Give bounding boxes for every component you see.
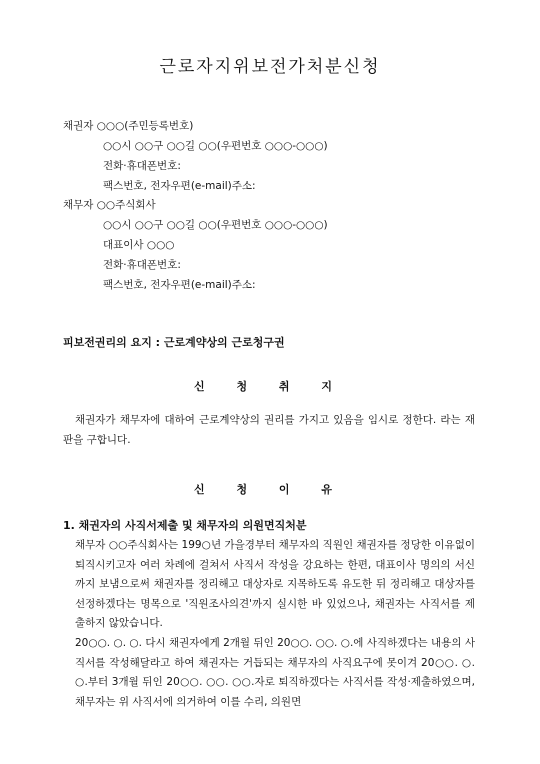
purpose-text: 채권자가 채무자에 대하여 근로계약상의 권리를 가지고 있음을 임시로 정한다. 라는 재판을 구합니다.	[63, 414, 475, 446]
creditor-address: ○○시 ○○구 ○○길 ○○(우편번호 ○○○-○○○)	[103, 140, 328, 152]
debtor-phone: 전화·휴대폰번호:	[103, 259, 181, 271]
debtor-fax-email: 팩스번호, 전자우편(e-mail)주소:	[103, 279, 256, 291]
debtor-address: ○○시 ○○구 ○○길 ○○(우편번호 ○○○-○○○)	[103, 219, 328, 231]
reason-item1-text2: 20○○. ○. ○. 다시 채권자에게 2개월 뒤인 20○○. ○○. ○.에 사직하겠다는 내용의 사직서를 작성해달라고 하여 채권자는 거듭되는 채무자의 사직요구에 못이겨 20○○. ○. ○.부터 3개월 뒤인 20○○. ○○. ○○.자로 퇴직하겠다는 사직서를 작성·제출하였으며, 채무자는 위 사직서에 의거하여 이를 수리, 의원면	[75, 637, 475, 708]
document-title: 근로자지위보전가처분신청	[159, 57, 381, 77]
debtor-representative: 대표이사 ○○○	[103, 239, 175, 251]
purpose-heading: 신 청 취 지	[194, 380, 346, 393]
reason-item1-title: 1. 채권자의 사직서제출 및 채무자의 의원면직처분	[63, 519, 307, 532]
debtor-name: 채무자 ○○주식회사	[63, 199, 156, 211]
reason-heading: 신 청 이 유	[194, 483, 346, 496]
creditor-name: 채권자 ○○○(주민등록번호)	[63, 120, 194, 132]
right-summary: 피보전권리의 요지 : 근로계약상의 근로청구권	[63, 336, 285, 349]
creditor-fax-email: 팩스번호, 전자우편(e-mail)주소:	[103, 180, 256, 192]
reason-item1-text: 채무자 ○○주식회사는 199○년 가을경부터 채무자의 직원인 채권자를 정당한 이유없이 퇴직시키고자 여러 차례에 걸쳐서 사직서 작성을 강요하는 한편, 대표이사 명의의 서신까지 보냄으로써 채권자를 정리해고 대상자로 지목하도록 유도한 뒤 정리해고 대상자를 선정하겠다는 명목으로 '직원조사의견'까지 실시한 바 있었으나, 채권자는 사직서를 제출하지 않았습니다.	[75, 539, 475, 629]
creditor-phone: 전화·휴대폰번호:	[103, 160, 181, 172]
